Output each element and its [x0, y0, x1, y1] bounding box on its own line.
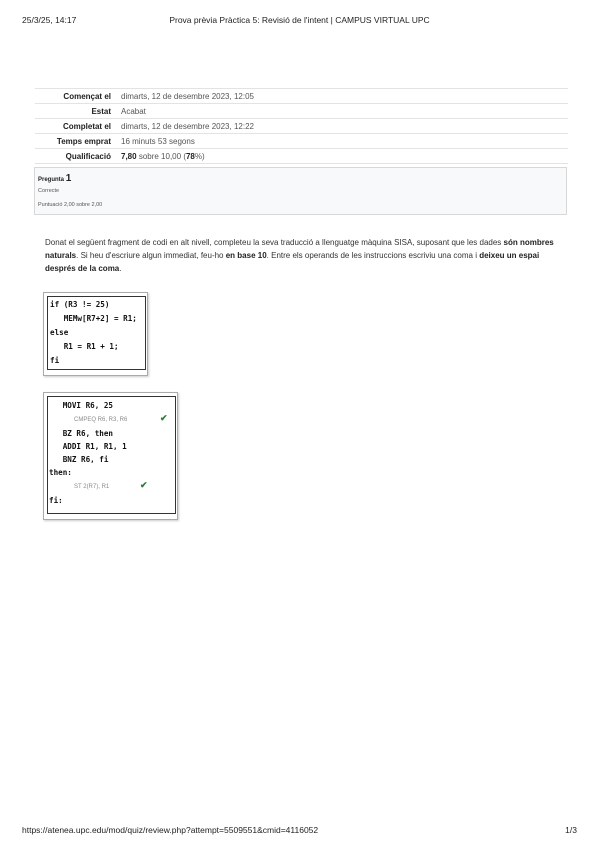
summary-label: Qualificació	[65, 151, 111, 161]
summary-value: dimarts, 12 de desembre 2023, 12:22	[121, 121, 254, 131]
answer-field-1[interactable]: CMPEQ R6, R3, R6	[74, 417, 128, 423]
code-line: BNZ R6, fi	[49, 455, 109, 464]
high-level-code-box	[43, 292, 148, 376]
summary-value: Acabat	[121, 106, 146, 116]
question-grade: Puntuació 2,00 sobre 2,00	[38, 202, 103, 208]
question-text: Donat el següent fragment de codi en alt nivell, completeu la seva traducció a llenguatge màquina SISA, suposant que les dades són nombres naturals. Si heu d'escriure algun immediat, feu-ho en base 10. Entre els operands de les instruccions escriviu una coma i deixeu un espai després de la coma.	[45, 238, 554, 273]
print-datetime: 25/3/25, 14:17	[22, 15, 77, 25]
summary-row-completed	[35, 119, 568, 134]
code-frame	[47, 296, 146, 370]
summary-value: 16 minuts 53 segons	[121, 136, 195, 146]
grade-value: 7,80 sobre 10,00 (78%)	[121, 151, 205, 161]
code-line: fi:	[49, 496, 63, 505]
question-number-value: 1	[65, 173, 72, 184]
check-icon: ✔	[160, 413, 168, 423]
summary-label: Estat	[91, 106, 111, 116]
summary-row-state	[35, 104, 568, 119]
code-line: fi	[50, 356, 60, 365]
code-line: BZ R6, then	[49, 429, 114, 438]
code-line: else	[50, 328, 69, 337]
print-url: https://atenea.upc.edu/mod/quiz/review.php?attempt=5509551&cmid=4116052	[22, 825, 319, 835]
summary-value: dimarts, 12 de desembre 2023, 12:05	[121, 91, 254, 101]
code-line: if (R3 != 25)	[50, 300, 110, 309]
grade-percent: 78	[185, 151, 195, 161]
check-icon: ✔	[140, 480, 148, 490]
question-info-box	[34, 167, 567, 215]
summary-row-started	[35, 89, 568, 104]
code-line: MEMw[R7+2] = R1;	[50, 314, 137, 323]
question-state: Correcte	[38, 188, 60, 194]
print-page-title: Prova prèvia Pràctica 5: Revisió de l'intent | CAMPUS VIRTUAL UPC	[169, 15, 430, 25]
code-line: MOVI R6, 25	[49, 401, 114, 410]
summary-label: Començat el	[63, 91, 111, 101]
code-line: then:	[49, 468, 72, 477]
attempt-summary-table	[35, 88, 568, 164]
summary-row-grade	[35, 149, 568, 164]
grade-score: 7,80	[121, 151, 137, 161]
summary-row-time	[35, 134, 568, 149]
sisa-code-box	[43, 392, 178, 520]
summary-label: Completat el	[62, 121, 111, 131]
summary-label: Temps emprat	[56, 136, 111, 146]
print-page-number: 1/3	[565, 825, 577, 835]
code-frame	[47, 396, 176, 514]
grade-max: sobre 10,00	[138, 151, 182, 161]
answer-field-2[interactable]: ST 2(R7), R1	[74, 484, 110, 490]
question-number: Pregunta 1	[38, 173, 72, 184]
code-line: R1 = R1 + 1;	[50, 342, 119, 351]
code-line: ADDI R1, R1, 1	[49, 442, 127, 451]
